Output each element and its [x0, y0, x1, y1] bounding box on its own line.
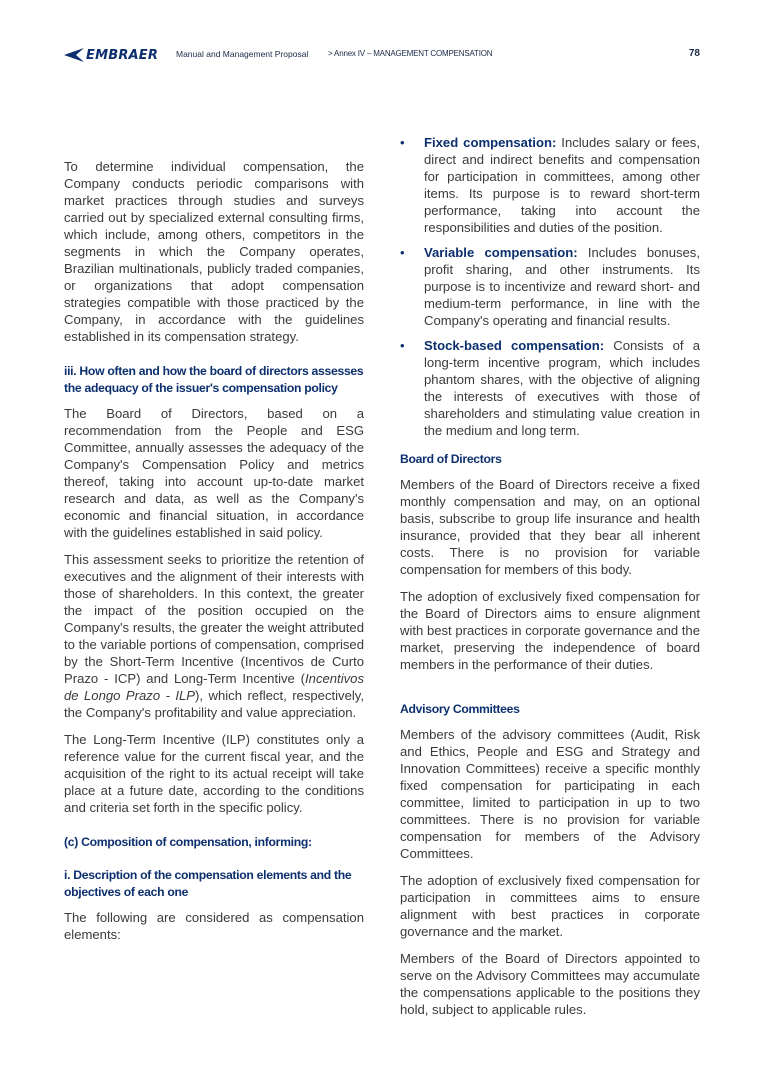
embraer-logo-icon — [64, 48, 84, 62]
right-column — [400, 134, 700, 1028]
list-item: • Fixed compensation: Includes salary or fees, direct and indirect benefits and compensation for participation in committees, among other items. Its purpose is to reward short-term performance, taking into account the responsibilities and duties of the position. — [400, 135, 700, 235]
heading-board-of-directors: Board of Directors — [400, 452, 502, 466]
section-title: > Annex IV – MANAGEMENT COMPENSATION — [328, 49, 493, 58]
ilp-paragraph: The Long-Term Incentive (ILP) constitutes only a reference value for the current fiscal year, and the acquisition of the right to its actual receipt will take place at a future date, according to the conditions and criteria set forth in the specific policy. — [64, 732, 364, 815]
heading-advisory-committees: Advisory Committees — [400, 702, 520, 716]
heading-iii: iii. How often and how the board of directors assesses the adequacy of the issuer's compensation policy — [64, 364, 364, 395]
list-item: • Stock-based compensation: Consists of a long-term incentive program, which includes phantom shares, with the objective of aligning the interests of executives with those of shareholders and stimulating value creation in the medium and long term. — [400, 338, 700, 438]
logo-text: EMBRAER — [86, 47, 159, 63]
assessment-purpose-paragraph: This assessment seeks to prioritize the retention of executives and the alignment of their interests with those of shareholders. In this context, the greater the impact of the position occupied on the Company's results, the greater the weight attributed to the variable portions of compensation, comprised by the Short-Term Incentive (Incentivos de Curto Prazo - ICP) and Long-Term Incentive (Incentivos de Longo Prazo - ILP), which reflect, respectively, the Company's profitability and value appreciation. — [64, 552, 364, 720]
advisory-paragraph-1: Members of the advisory committees (Audit, Risk and Ethics, People and ESG and Strategy and Innovation Committees) receive a specific monthly fixed compensation for participating in each committee, limited to participation in up to two committees. There is no provision for variable compensation for members of the Advisory Committees. — [400, 727, 700, 861]
left-column — [64, 158, 364, 953]
heading-c: (c) Composition of compensation, informing: — [64, 835, 312, 849]
advisory-paragraph-3: Members of the Board of Directors appointed to serve on the Advisory Committees may accumulate the compensations applicable to the positions they hold, subject to applicable rules. — [400, 951, 700, 1017]
list-item: • Variable compensation: Includes bonuses, profit sharing, and other instruments. Its purpose is to incentivize and reward short- and medium-term performance, in line with the Company's operating and financial results. — [400, 245, 700, 328]
board-paragraph-2: The adoption of exclusively fixed compensation for the Board of Directors aims to ensure alignment with best practices in corporate governance and the market, preserving the independence of board members in the performance of their duties. — [400, 589, 700, 672]
elements-intro-paragraph: The following are considered as compensation elements: — [64, 910, 364, 942]
bullet-icon: • — [400, 135, 405, 150]
document-title: Manual and Management Proposal — [176, 49, 309, 59]
advisory-paragraph-2: The adoption of exclusively fixed compensation for participation in committees aims to ensure alignment with best practices in corporate governance and the market. — [400, 873, 700, 939]
heading-i: i. Description of the compensation elements and the objectives of each one — [64, 868, 352, 899]
compensation-elements-list — [400, 134, 700, 439]
embraer-logo — [64, 46, 158, 64]
bullet-icon: • — [400, 338, 405, 353]
board-assessment-paragraph: The Board of Directors, based on a recommendation from the People and ESG Committee, annually assesses the adequacy of the Company's Compensation Policy and metrics thereof, taking into account up-to-date market research and data, as well as the Company's economic and financial situation, in accordance with the guidelines established in said policy. — [64, 406, 364, 540]
bullet-icon: • — [400, 245, 405, 260]
intro-paragraph: To determine individual compensation, the Company conducts periodic comparisons with market practices through studies and surveys carried out by specialized external consulting firms, which include, among others, competitors in the segments in which the Company operates, Brazilian multinationals, publicly traded companies, or organizations that adopt compensation strategies compatible with those practiced by the Company, in accordance with the guidelines established in its compensation strategy. — [64, 159, 364, 344]
page-number: 78 — [688, 48, 700, 59]
board-paragraph-1: Members of the Board of Directors receive a fixed monthly compensation and may, on an optional basis, subscribe to group life insurance and health insurance, provided that they bear all inherent costs. There is no provision for variable compensation for members of this body. — [400, 477, 700, 577]
page-header — [64, 46, 700, 64]
